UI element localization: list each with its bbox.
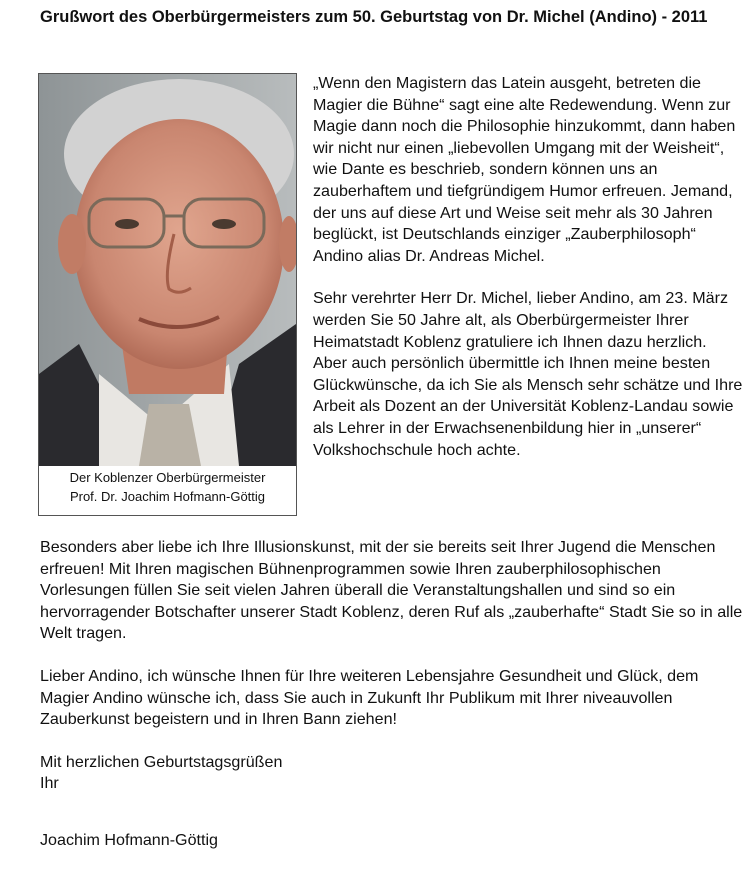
closing	[40, 752, 745, 795]
closing-line-2: Ihr	[40, 774, 59, 793]
caption-line-2: Prof. Dr. Joachim Hofmann-Göttig	[69, 489, 266, 504]
paragraph-2: Sehr verehrter Herr Dr. Michel, lieber Andino, am 23. März werden Sie 50 Jahre alt, als Oberbürgermeister Ihrer Heimatstadt Koblenz gratuliere ich Ihnen dazu herzlich. Aber auch persönlich übermittle ich Ihnen meine besten Glückwünsche, da ich Sie als Mensch sehr schätze und Ihre Arbeit als Dozent an der Universität Koblenz-Landau sowie als Lehrer in der Erwachsenenbildung hier in „unserer“ Volkshochschule hoch achte.	[313, 289, 743, 459]
main-text	[40, 537, 745, 795]
paragraph-1: „Wenn den Magistern das Latein ausgeht, betreten die Magier die Bühne“ sagt eine alte Redewendung. Wenn zur Magie dann noch die Philosophie hinzukommt, dann haben wir nicht nur einen „liebevollen Umgang mit der Weisheit“, wie Dante es beschrieb, sondern können uns an zauberhaftem und tiefgründigem Humor erfreuen. Jemand, der uns auf diese Art und Weise seit mehr als 30 Jahren beglückt, ist Deutschlands einziger „Zauberphilosoph“ Andino alias Dr. Andreas Michel.	[313, 74, 736, 265]
photo-caption	[39, 468, 296, 506]
paragraph-4: Lieber Andino, ich wünsche Ihnen für Ihre weiteren Lebensjahre Gesundheit und Glück, dem Magier Andino wünsche ich, dass Sie auch in Zukunft Ihr Publikum mit Ihrer niveauvollen Zauberkunst begeistern und in Ihren Bann ziehen!	[40, 666, 699, 729]
portrait-figure	[38, 73, 297, 516]
portrait-photo	[39, 74, 296, 466]
signature: Joachim Hofmann-Göttig	[40, 831, 218, 849]
intro-text	[313, 73, 743, 482]
document-title: Grußwort des Oberbürgermeisters zum 50. Geburtstag von Dr. Michel (Andino) - 2011	[40, 8, 708, 26]
paragraph-3: Besonders aber liebe ich Ihre Illusionskunst, mit der sie bereits seit Ihrer Jugend die Menschen erfreuen! Mit Ihren magischen Bühnenprogrammen sowie Ihren zauberphilosophischen Vorlesungen füllen Sie seit vielen Jahren überall die Veranstaltungshallen und sind so ein hervorragender Botschafter unserer Stadt Koblenz, deren Ruf als „zauberhafte“ Stadt Sie so in alle Welt tragen.	[40, 538, 743, 643]
closing-line-1: Mit herzlichen Geburtstagsgrüßen	[40, 752, 283, 771]
caption-line-1: Der Koblenzer Oberbürgermeister	[69, 470, 266, 485]
